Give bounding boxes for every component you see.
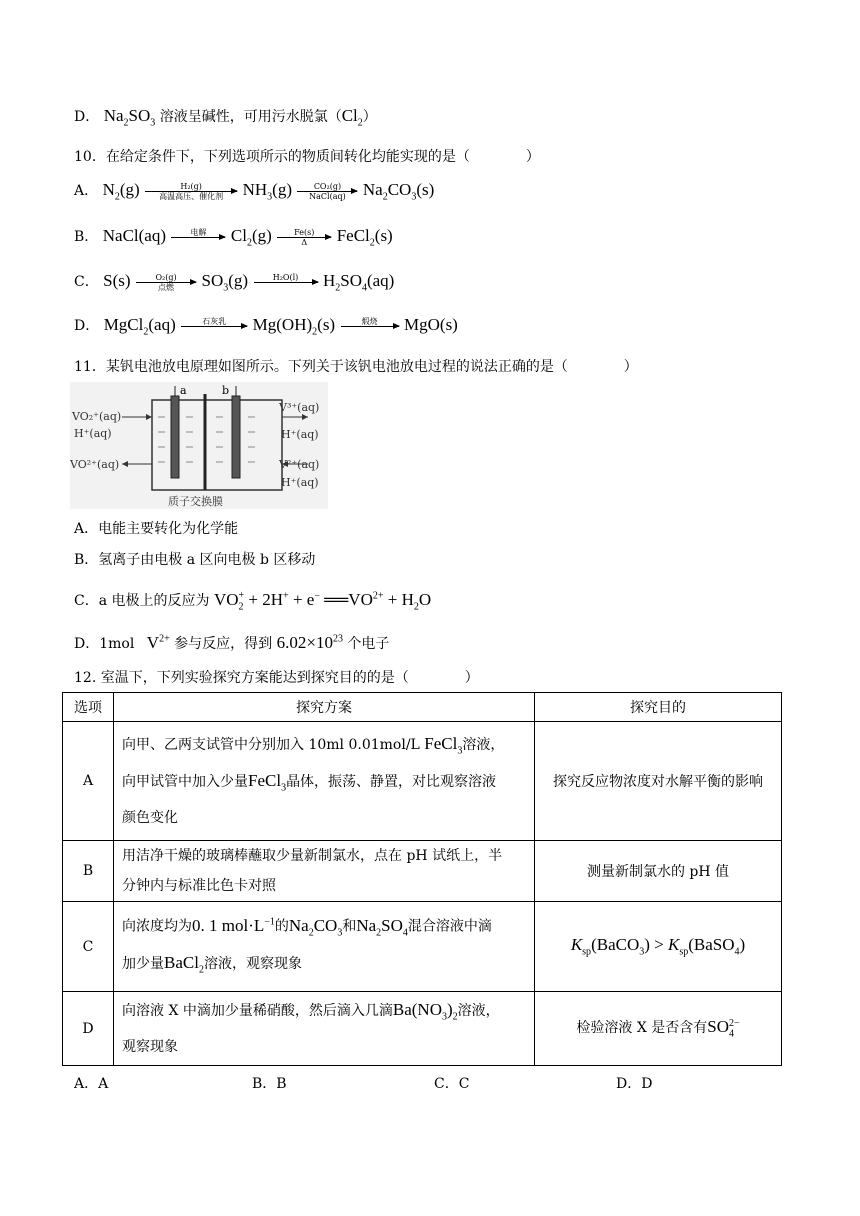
reaction-arrow: 煅烧 [341, 317, 399, 336]
left-inflow-label: VO₂⁺(aq) [72, 410, 122, 423]
header-plan: 探究方案 [114, 693, 535, 722]
q12-answer-d: D．D [616, 1076, 653, 1092]
q12-answer-b: B．B [252, 1076, 287, 1092]
battery-svg [70, 382, 328, 509]
formula-na2so3: $Na_2SO_3$ [103, 106, 156, 129]
reaction-arrow: CO₂(g) NaCl(aq) [297, 182, 357, 201]
q12-answer-c: C．C [434, 1076, 470, 1092]
table-header-row [63, 693, 782, 722]
half-reaction: $VO_2^+ + 2H^+ + e^-$ $══VO^{2+} + H_2O$ [213, 590, 432, 613]
table-row: D 向溶液 X 中滴加少量稀硝酸，然后滴入几滴$Ba(NO_3)_2$溶液， 观察现象 检验溶液 X 是否含有$SO_4^{2-}$ [63, 992, 782, 1066]
reaction-arrow: $\frac{Fe(s)}{\Delta}$ [277, 228, 331, 247]
left-outflow-label: VO²⁺(aq) [70, 458, 120, 471]
table-row: C 向浓度均为0. 1 $mol\cdot L^{-1}$的$Na_2CO_3$和$Na_2SO_4$混合溶液中滴 加少量BaCl$_2$溶液，观察现象 $K_{sp}(BaCO_3)$ > $K_{sp}(BaSO_4)$ [63, 902, 782, 992]
formula-cl2: $Cl_2$ [341, 106, 363, 129]
q11-stem: 11．某钒电池放电原理如图所示。下列关于该钒电池放电过程的说法正确的是（ ） [74, 359, 638, 375]
right-h2-label: H⁺(aq) [281, 476, 319, 489]
q12-stem: 12. 室温下，下列实验探究方案能达到探究目的的是（ ） [74, 670, 479, 686]
q10-option-b: B． NaCl(aq) 电解 $Cl_2(g)$ $\frac{Fe(s)}{\Delta}$ FeCl$_2$(s) [74, 226, 393, 249]
header-option: 选项 [63, 693, 114, 722]
table-row: B 用洁净干燥的玻璃棒蘸取少量新制氯水，点在 pH 试纸上，半 分钟内与标准比色卡对照 测量新制氯水的 pH 值 [63, 841, 782, 902]
battery-diagram [70, 382, 328, 509]
electrode-a-label: a [180, 384, 187, 397]
left-h-label: H⁺(aq) [74, 427, 112, 440]
experiment-table [62, 692, 782, 1066]
q11-option-d: D．1mol $V^{2+}$ 参与反应，得到 $6.02\times 10^{23}$ 个电子 [74, 633, 390, 652]
ksp-comparison: $K_{sp}(BaCO_3)$ > $K_{sp}(BaSO_4)$ [570, 935, 746, 958]
table-row: A 向甲、乙两支试管中分别加入 10ml 0.01mol/L FeCl$_3$溶液， 向甲试管中加入少量FeCl$_3$晶体，振荡、静置，对比观察溶液 颜色变化 探究反应物浓度对水解平衡的影响 [63, 722, 782, 841]
reaction-arrow: 石灰乳 [181, 317, 247, 336]
q10-option-d: D． MgCl$_2$(aq) 石灰乳 $Mg(OH)_2(s)$ 煅烧 MgO(s) [74, 315, 458, 338]
reaction-arrow: 电解 [171, 228, 225, 247]
electrode-b-label: b [222, 384, 230, 397]
q11-option-a: A．电能主要转化为化学能 [74, 521, 239, 537]
right-outflow-label: V³⁺(aq) [279, 401, 320, 414]
right-inflow-label: V²⁺(aq) [279, 458, 320, 471]
q11-option-c: C．a 电极上的反应为 $VO_2^+ + 2H^+ + e^-$ $══VO^{2+} + H_2O$ [74, 590, 432, 613]
q11-option-b: B．氢离子由电极 a 区向电极 b 区移动 [74, 552, 316, 568]
q10-stem: 10．在给定条件下，下列选项所示的物质间转化均能实现的是（ ） [74, 149, 540, 165]
q9-option-d: D． $Na_2SO_3$ 溶液呈碱性，可用污水脱氯$(Cl_2)$ [74, 106, 377, 129]
q12-answer-a: A．A [74, 1076, 109, 1092]
q10-option-a: A． $N_2(g)$ H₂(g) 高温高压、催化剂 $NH_3(g)$ CO₂(g) NaCl(aq) $Na_2CO_3(s)$ [74, 180, 435, 203]
reaction-arrow: H₂(g) 高温高压、催化剂 [145, 182, 237, 201]
reaction-arrow: H₂O(l) [254, 273, 318, 292]
membrane-label: 质子交换膜 [168, 495, 223, 508]
reaction-arrow: O₂(g) 点燃 [136, 273, 196, 292]
q10-option-c: C． S(s) O₂(g) 点燃 $SO_3(g)$ H₂O(l) $H_2SO_4(aq)$ [74, 271, 395, 294]
right-h1-label: H⁺(aq) [281, 428, 319, 441]
header-goal: 探究目的 [535, 693, 782, 722]
